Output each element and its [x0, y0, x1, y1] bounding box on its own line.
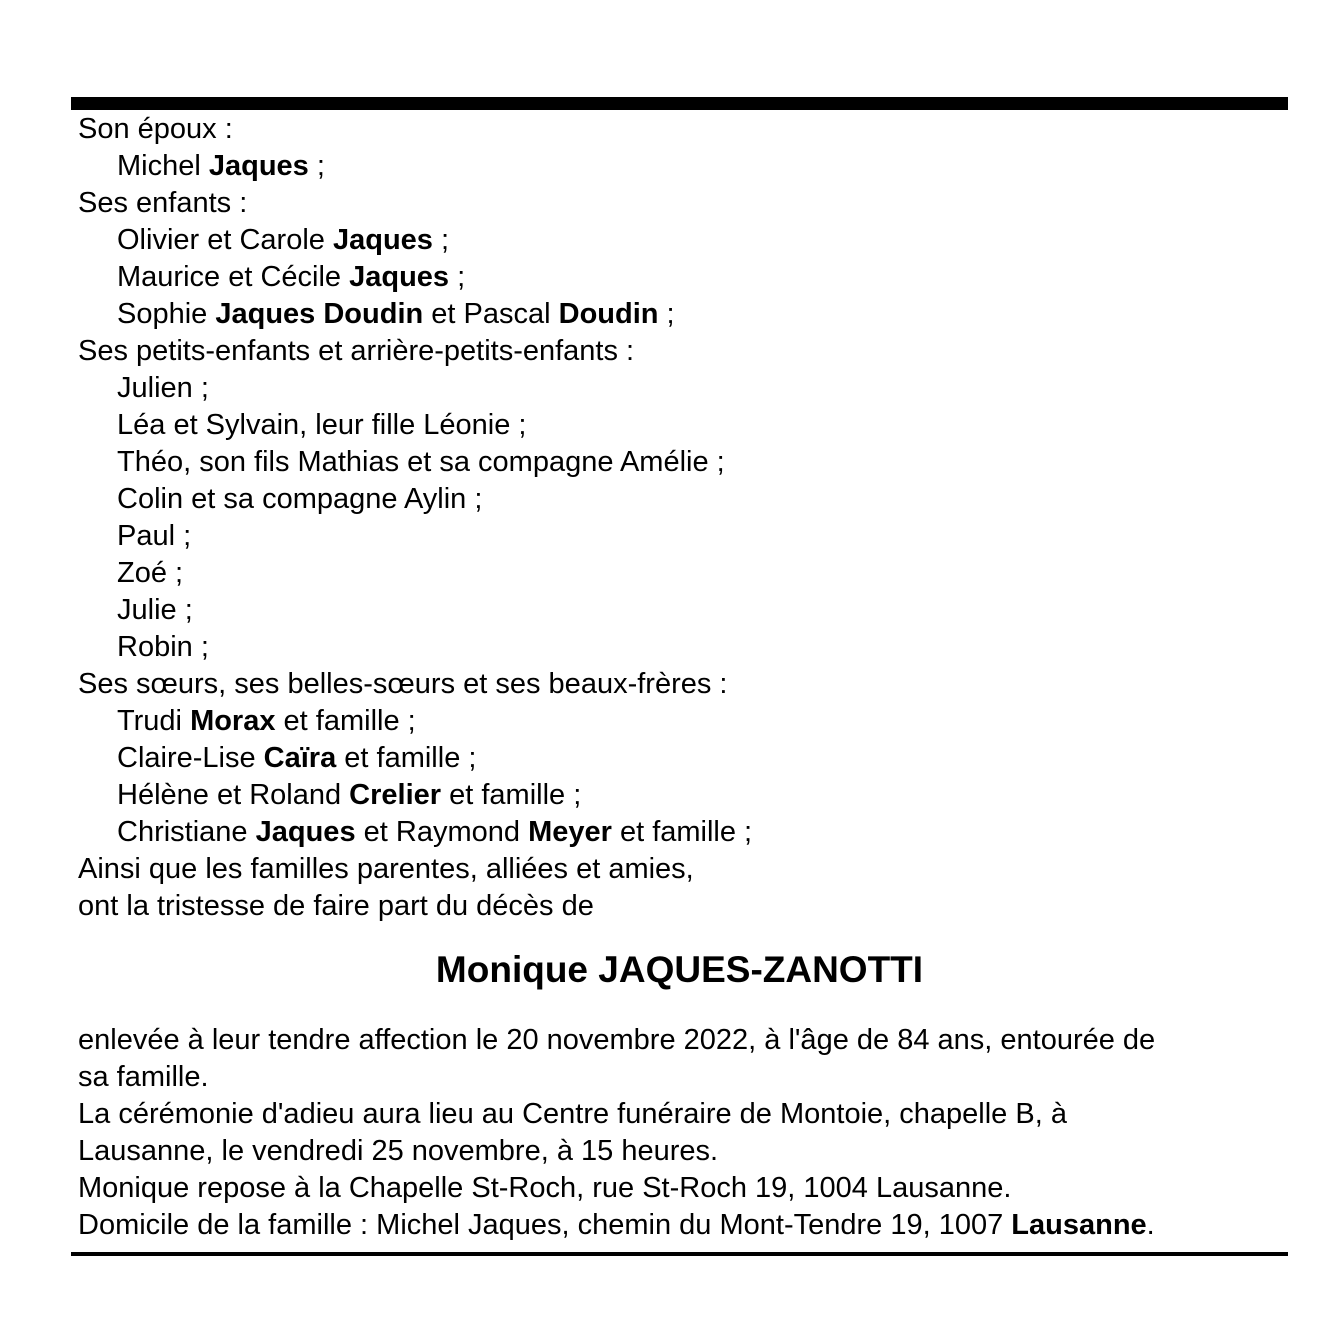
family-line	[78, 481, 1294, 518]
text-segment: Morax	[190, 705, 276, 737]
funeral-details	[78, 1022, 1294, 1244]
family-line	[78, 814, 1294, 851]
text-segment: Olivier et Carole	[117, 224, 333, 256]
details-line	[78, 1207, 1294, 1244]
text-segment: .	[1146, 1209, 1155, 1241]
family-line	[78, 777, 1294, 814]
family-line	[78, 666, 1294, 703]
text-segment: Claire-Lise	[117, 742, 264, 774]
text-segment: Doudin	[558, 298, 659, 330]
family-relations-list	[78, 111, 1294, 925]
family-line	[78, 740, 1294, 777]
details-line	[78, 1133, 1294, 1170]
text-segment: Trudi	[117, 705, 191, 737]
text-segment: Jaques	[255, 816, 356, 848]
text-segment: Ses enfants :	[78, 187, 248, 219]
bottom-divider-line	[71, 1252, 1288, 1256]
text-segment: Lausanne, le vendredi 25 novembre, à 15 heures.	[78, 1135, 719, 1167]
family-line	[78, 111, 1294, 148]
text-segment: Ses sœurs, ses belles-sœurs et ses beaux-frères :	[78, 668, 728, 700]
text-segment: Maurice et Cécile	[117, 261, 350, 293]
text-segment: enlevée à leur tendre affection le 20 novembre 2022, à l'âge de 84 ans, entourée de	[78, 1024, 1156, 1056]
family-line	[78, 555, 1294, 592]
details-line	[78, 1059, 1294, 1096]
text-segment: Ainsi que les familles parentes, alliées et amies,	[78, 853, 694, 885]
text-segment: Robin ;	[117, 631, 209, 663]
text-segment: ;	[449, 261, 466, 293]
deceased-name: Monique JAQUES-ZANOTTI	[435, 949, 924, 990]
text-segment: Domicile de la famille : Michel Jaques, chemin du Mont-Tendre 19, 1007	[78, 1209, 1012, 1241]
text-segment: La cérémonie d'adieu aura lieu au Centre funéraire de Montoie, chapelle B, à	[78, 1098, 1067, 1130]
text-segment: Lausanne	[1011, 1209, 1147, 1241]
text-segment: Théo, son fils Mathias et sa compagne Amélie ;	[117, 446, 725, 478]
text-segment: et famille ;	[275, 705, 416, 737]
family-line	[78, 148, 1294, 185]
family-line	[78, 259, 1294, 296]
text-segment: Jaques	[349, 261, 450, 293]
family-line	[78, 407, 1294, 444]
text-segment: Jaques	[332, 224, 433, 256]
family-line	[78, 629, 1294, 666]
text-segment: Christiane	[117, 816, 256, 848]
family-line	[78, 296, 1294, 333]
text-segment: Julie ;	[117, 594, 193, 626]
family-line	[78, 370, 1294, 407]
text-segment: Hélène et Roland	[117, 779, 350, 811]
family-line	[78, 222, 1294, 259]
family-line	[78, 185, 1294, 222]
text-segment: et famille ;	[611, 816, 753, 848]
family-line	[78, 592, 1294, 629]
text-segment: ;	[308, 150, 325, 182]
details-line	[78, 1096, 1294, 1133]
text-segment: Sophie	[117, 298, 216, 330]
text-segment: et Pascal	[423, 298, 559, 330]
family-line	[78, 333, 1294, 370]
text-segment: Ses petits-enfants et arrière-petits-enfants :	[78, 335, 635, 367]
text-segment: Son époux :	[78, 113, 233, 145]
family-line	[78, 851, 1294, 888]
family-line	[78, 703, 1294, 740]
text-segment: ;	[432, 224, 450, 256]
family-line	[78, 888, 1294, 925]
family-line	[78, 444, 1294, 481]
text-segment: et famille ;	[441, 779, 582, 811]
top-divider-bar	[71, 97, 1288, 110]
text-segment: et Raymond	[355, 816, 529, 848]
text-segment: Crelier	[349, 779, 442, 811]
text-segment: ont la tristesse de faire part du décès de	[78, 890, 594, 922]
family-line	[78, 518, 1294, 555]
text-segment: Caïra	[263, 742, 337, 774]
text-segment: Julien ;	[117, 372, 209, 404]
text-segment: Monique repose à la Chapelle St-Roch, rue St-Roch 19, 1004 Lausanne.	[78, 1172, 1012, 1204]
text-segment: Zoé ;	[117, 557, 184, 589]
text-segment: ;	[658, 298, 675, 330]
text-segment: sa famille.	[78, 1061, 209, 1093]
text-segment: Colin et sa compagne Aylin ;	[117, 483, 483, 515]
text-segment: Michel	[117, 150, 209, 182]
text-segment: Jaques	[208, 150, 309, 182]
text-segment: et famille ;	[336, 742, 477, 774]
text-segment: Jaques Doudin	[215, 298, 424, 330]
text-segment: Paul ;	[117, 520, 192, 552]
text-segment: Meyer	[528, 816, 612, 848]
details-line	[78, 1170, 1294, 1207]
details-line	[78, 1022, 1294, 1059]
text-segment: Léa et Sylvain, leur fille Léonie ;	[117, 409, 527, 441]
